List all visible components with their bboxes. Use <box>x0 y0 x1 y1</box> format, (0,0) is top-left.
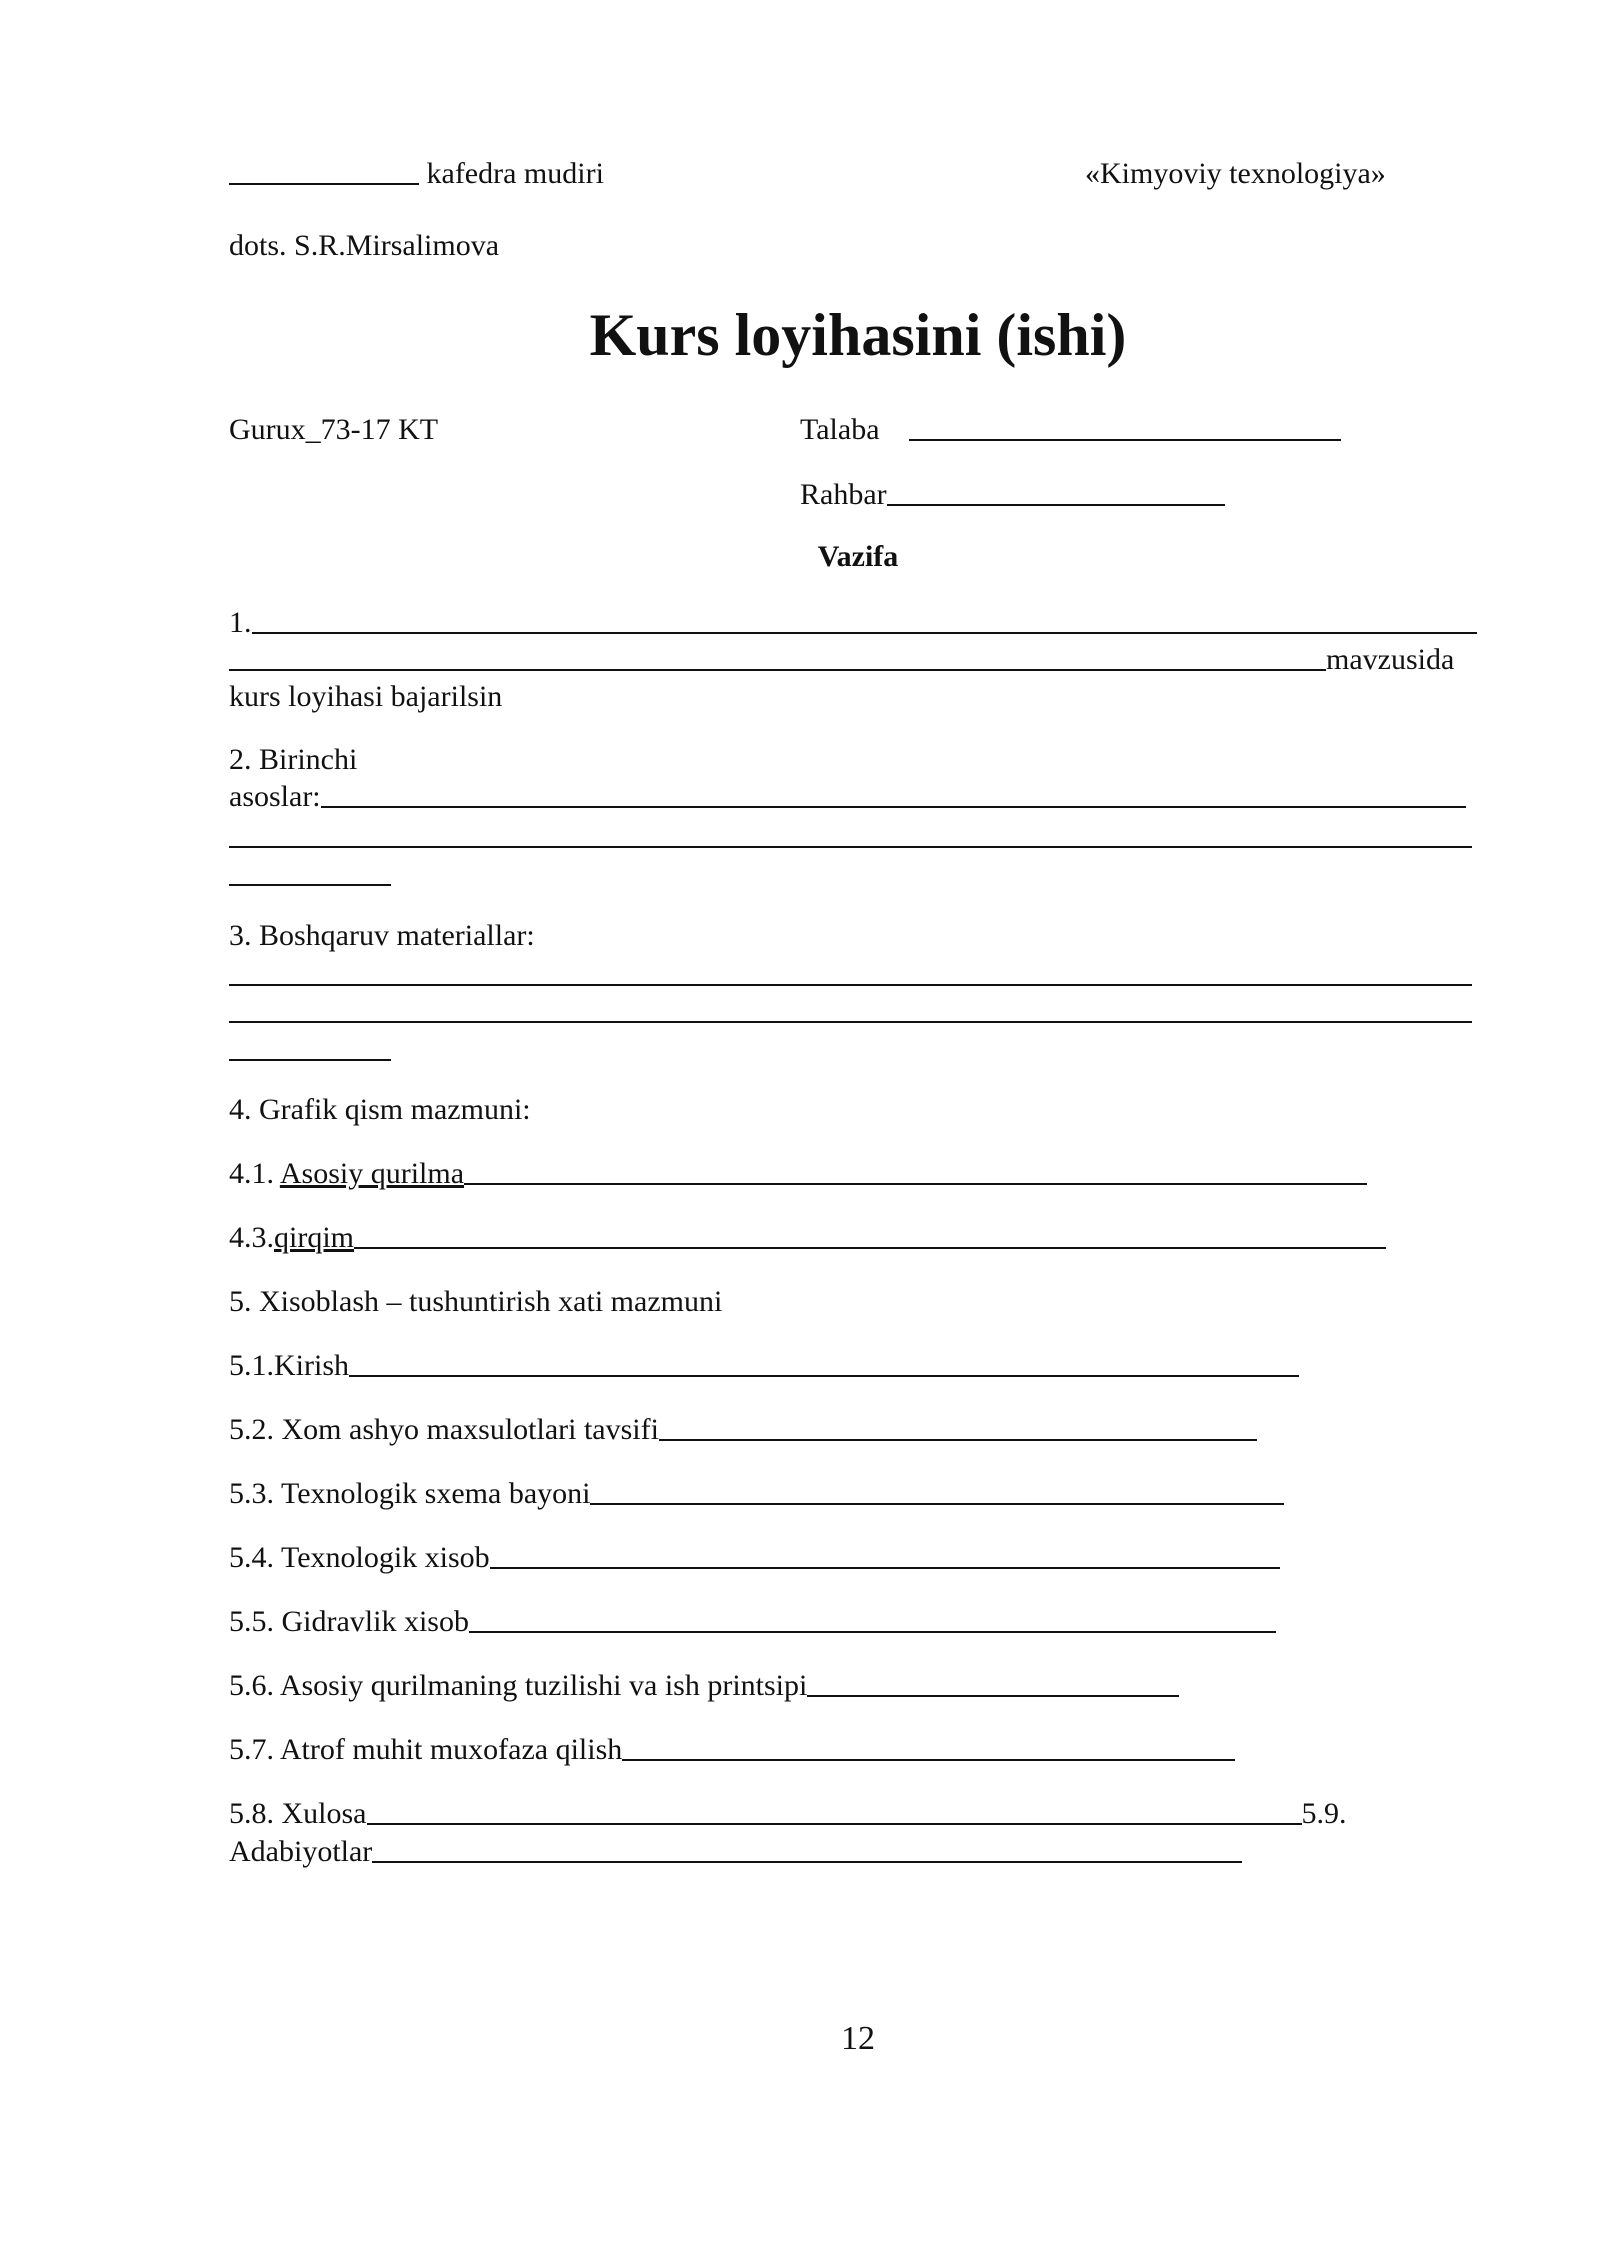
item-5-4-row <box>229 1540 1280 1576</box>
item-5-9-blank[interactable] <box>372 1837 1242 1863</box>
item-1-tail: kurs loyihasi bajarilsin <box>229 680 503 713</box>
item-2-line-short[interactable] <box>229 884 391 886</box>
item-2-blank[interactable] <box>321 782 1466 808</box>
page-title: Kurs loyihasini (ishi) <box>589 302 1127 368</box>
student-row <box>800 412 1341 448</box>
item-5-5-row <box>229 1604 1276 1640</box>
item-5-6-blank[interactable] <box>807 1671 1179 1697</box>
item-2-head: 2. Birinchi <box>229 743 358 776</box>
item-5-5-label: 5.5. Gidravlik xisob <box>229 1605 469 1638</box>
item-5-1-row <box>229 1348 1299 1384</box>
item-1-suffix: mavzusida <box>1326 643 1455 676</box>
group-label: Gurux_73-17 KT <box>229 413 439 446</box>
supervisor-row <box>800 477 1225 513</box>
item-5-4-label: 5.4. Texnologik xisob <box>229 1541 490 1574</box>
item-1-num: 1. <box>229 606 252 639</box>
item-5-3-blank[interactable] <box>590 1479 1284 1505</box>
item-3-label: 3. Boshqaruv materiallar: <box>229 919 535 952</box>
task-heading: Vazifa <box>817 540 899 573</box>
item-1-row2 <box>229 642 1454 678</box>
item-5-4-blank[interactable] <box>490 1543 1280 1569</box>
item-5-9-num: 5.9. <box>1301 1797 1347 1830</box>
student-blank[interactable] <box>909 415 1341 441</box>
page-number: 12 <box>841 2020 875 2057</box>
item-1-blank[interactable] <box>252 608 1477 634</box>
item-5-8-row <box>229 1796 1347 1832</box>
item-4-1-text: Asosiy qurilma <box>279 1157 465 1190</box>
head-signatory: dots. S.R.Mirsalimova <box>229 229 500 262</box>
item-4-1-row <box>229 1156 1367 1192</box>
item-2-row <box>229 779 1466 815</box>
item-5-7-label: 5.7. Atrof muhit muxofaza qilish <box>229 1733 623 1766</box>
item-4-label: 4. Grafik qism mazmuni: <box>229 1093 531 1126</box>
supervisor-blank[interactable] <box>887 480 1225 506</box>
item-5-2-row <box>229 1412 1257 1448</box>
item-5-1-label: 5.1.Kirish <box>229 1349 349 1382</box>
item-1-row <box>229 605 1477 641</box>
item-4-1-blank[interactable] <box>464 1159 1367 1185</box>
item-5-9-row <box>229 1834 1242 1870</box>
item-3-line-1[interactable] <box>229 984 1472 986</box>
item-5-5-blank[interactable] <box>469 1607 1276 1633</box>
item-3-line-short[interactable] <box>229 1059 391 1061</box>
item-5-2-label: 5.2. Xom ashyo maxsulotlari tavsifi <box>229 1413 659 1446</box>
head-signature-line <box>229 156 604 192</box>
item-5-7-row <box>229 1732 1235 1768</box>
item-5-9-label: Adabiyotlar <box>229 1835 373 1868</box>
item-2-label: asoslar: <box>229 780 321 813</box>
item-5-8-blank[interactable] <box>367 1799 1302 1825</box>
item-4-3-prefix: 4.3. <box>229 1221 274 1254</box>
item-5-label: 5. Xisoblash – tushuntirish xati mazmuni <box>229 1285 723 1318</box>
item-5-1-blank[interactable] <box>349 1351 1299 1377</box>
signature-blank[interactable] <box>229 159 419 185</box>
item-5-2-blank[interactable] <box>659 1415 1257 1441</box>
item-5-6-row <box>229 1668 1179 1704</box>
head-left-title: kafedra mudiri <box>426 157 604 190</box>
item-5-6-label: 5.6. Asosiy qurilmaning tuzilishi va ish printsipi <box>229 1669 808 1702</box>
item-4-1-prefix: 4.1. <box>229 1157 280 1190</box>
item-4-3-text: qirqim <box>274 1221 354 1254</box>
item-4-3-blank[interactable] <box>354 1223 1386 1249</box>
item-5-3-row <box>229 1476 1284 1512</box>
student-label: Talaba <box>800 413 880 446</box>
head-right-title: «Kimyoviy texnologiya» <box>1085 157 1386 190</box>
item-2-line[interactable] <box>229 846 1472 848</box>
item-5-3-label: 5.3. Texnologik sxema bayoni <box>229 1477 591 1510</box>
item-5-8-label: 5.8. Xulosa <box>229 1797 367 1830</box>
item-1-blank-2[interactable] <box>229 645 1326 671</box>
supervisor-label: Rahbar <box>800 478 887 511</box>
item-4-3-row <box>229 1220 1386 1256</box>
item-5-7-blank[interactable] <box>622 1735 1235 1761</box>
item-3-line-2[interactable] <box>229 1021 1472 1023</box>
